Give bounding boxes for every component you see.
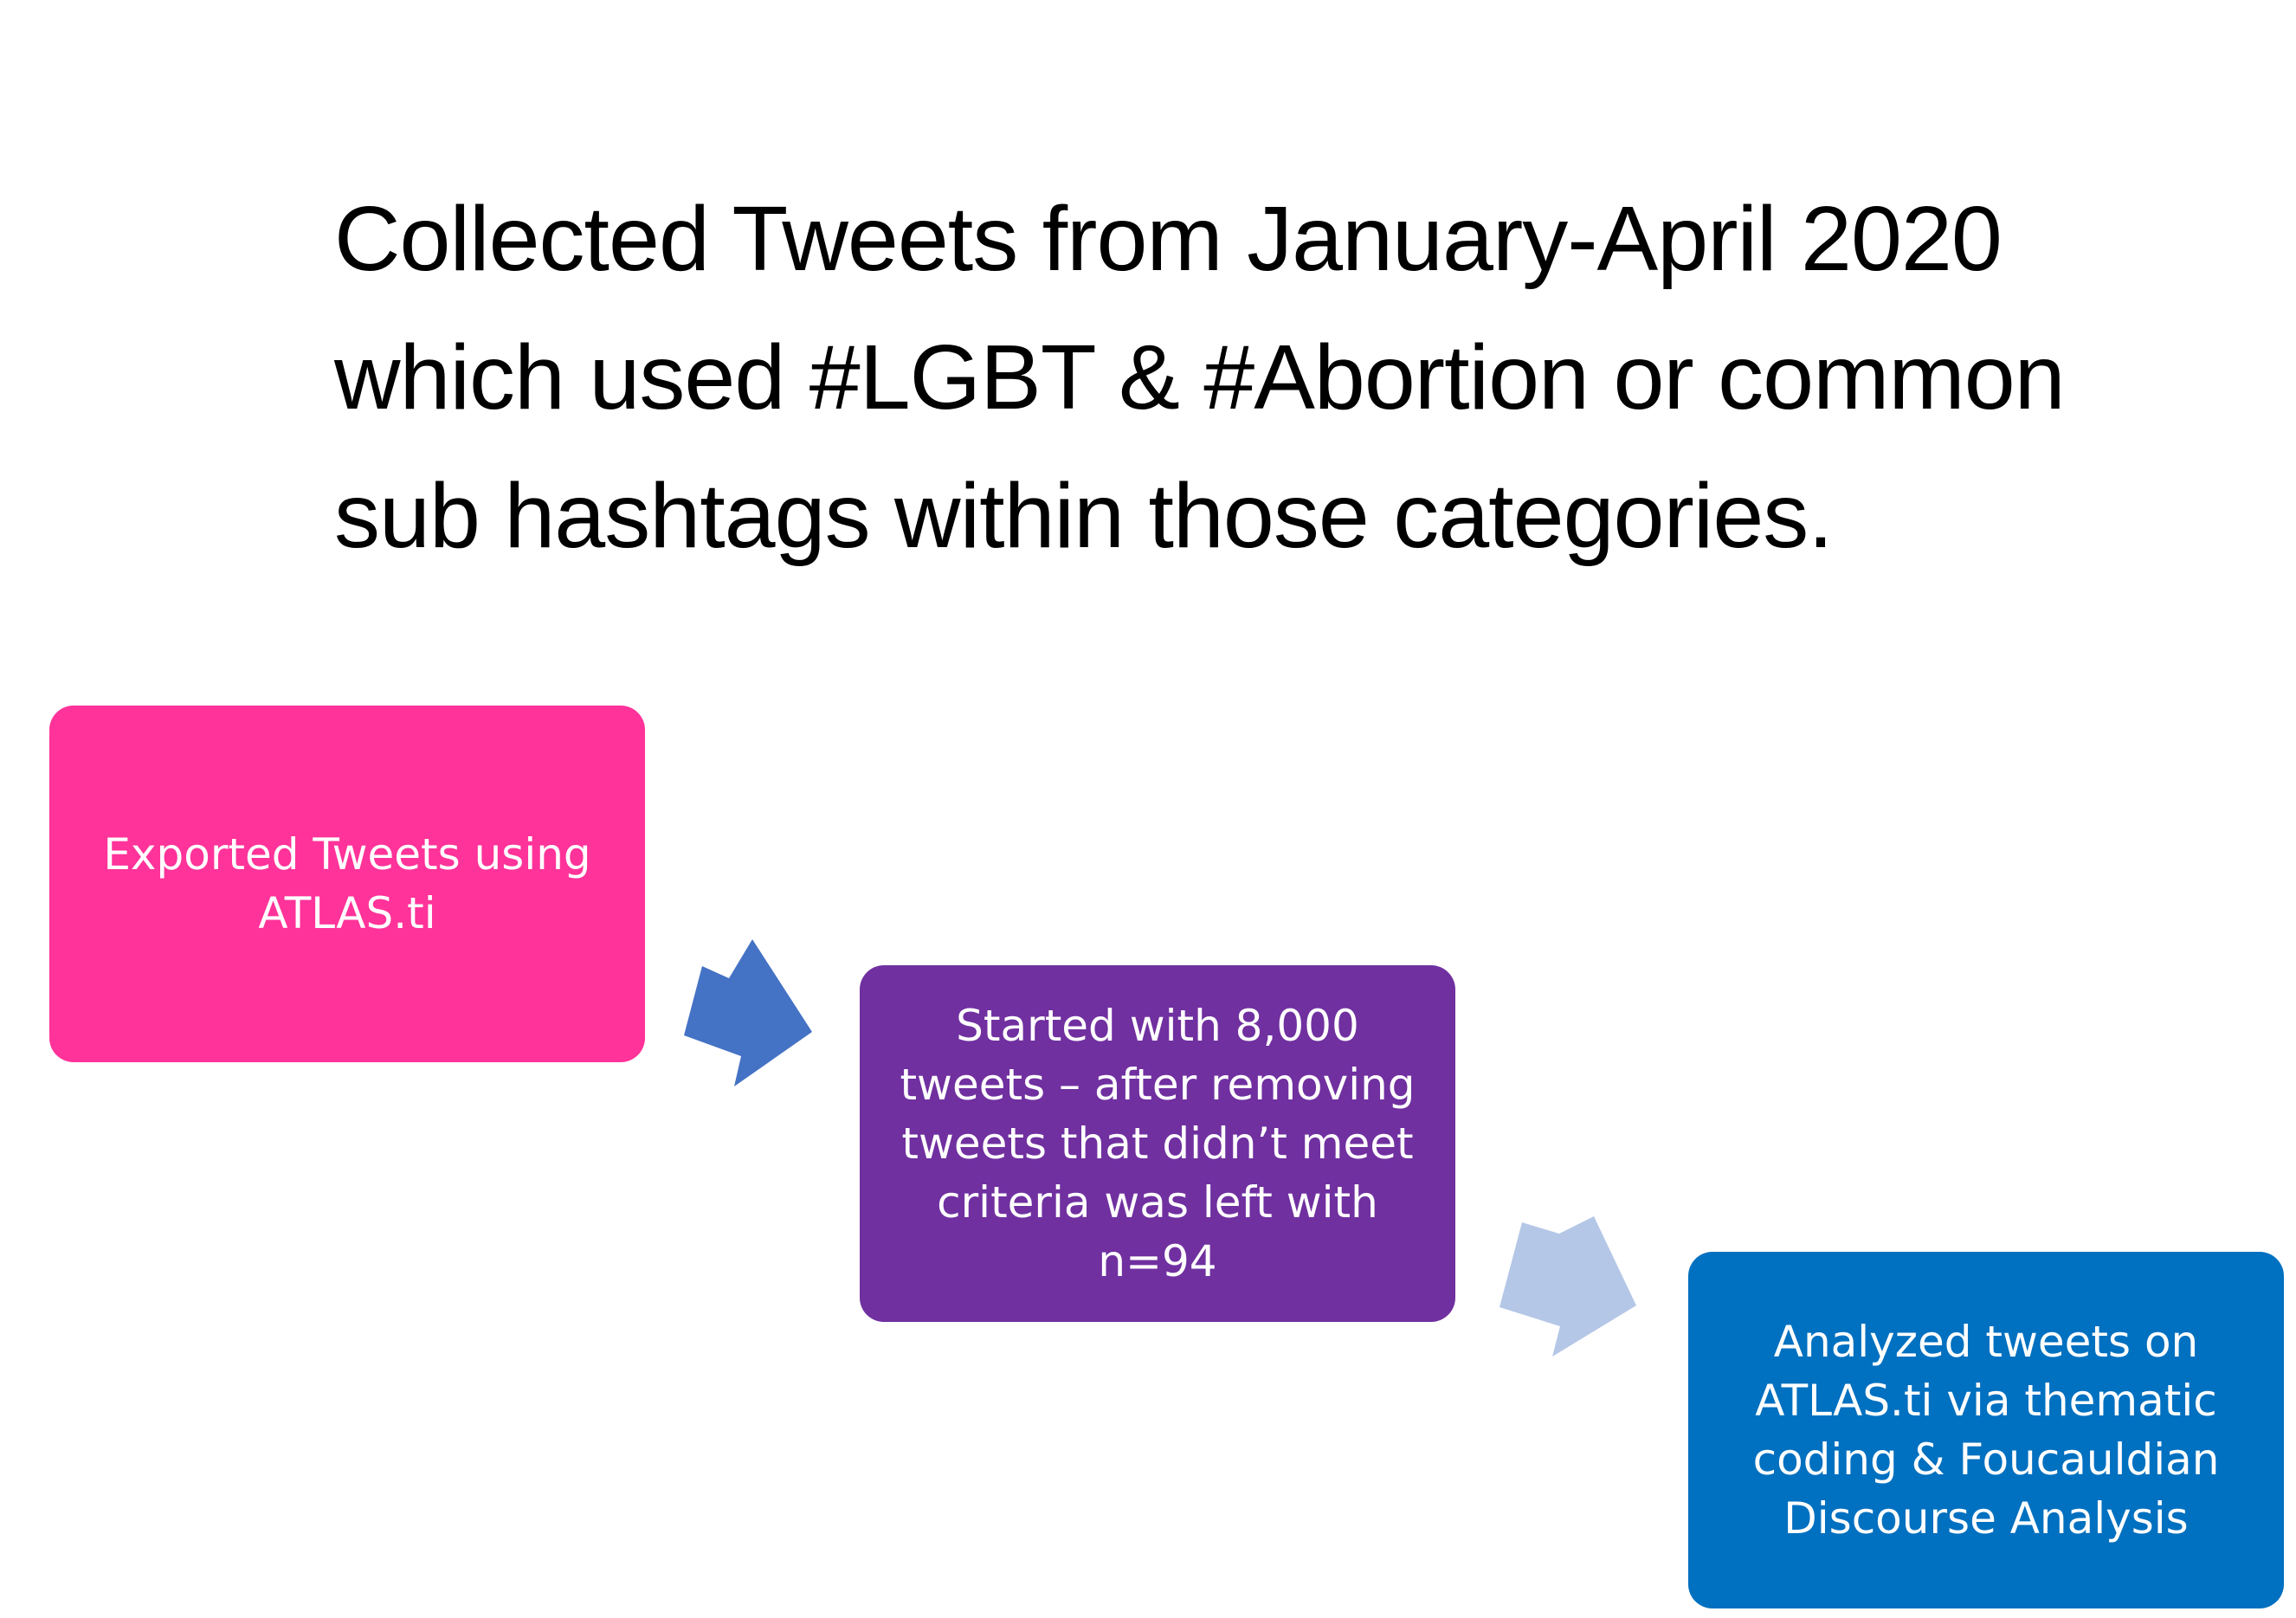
step-text-line: coding & Foucauldian [1752,1434,2220,1485]
step-box-analyze [1688,1252,2284,1608]
step-text-line: Discourse Analysis [1783,1493,2189,1544]
step-text-line: tweets – after removing [900,1060,1416,1110]
step-text-line: ATLAS.ti [258,888,436,938]
step-text-line: Exported Tweets using [103,829,591,880]
heading-line: sub hashtags within those categories. [334,465,1833,567]
heading-line: Collected Tweets from January-April 2020 [334,188,2002,290]
heading-line: which used #LGBT & #Abortion or common [334,326,2065,429]
arrow-shape [1499,1216,1636,1357]
step-text-line: criteria was left with [937,1177,1378,1228]
step-text-analyze [1753,1312,2220,1548]
step-text-export [103,825,590,943]
step-text-line: Analyzed tweets on [1773,1317,2199,1367]
step-box-filter [860,965,1455,1322]
step-box-export [49,706,645,1062]
arrow-right-icon [684,939,814,1086]
step-text-line: ATLAS.ti via thematic [1755,1376,2217,1426]
arrow-right-icon [1499,1216,1638,1357]
step-text-line: tweets that didn’t meet [901,1118,1414,1169]
heading [334,170,2222,585]
step-text-line: n=94 [1098,1236,1217,1286]
step-text-line: Started with 8,000 [956,1001,1359,1051]
arrow-shape [684,939,812,1086]
step-text-filter [900,996,1415,1291]
